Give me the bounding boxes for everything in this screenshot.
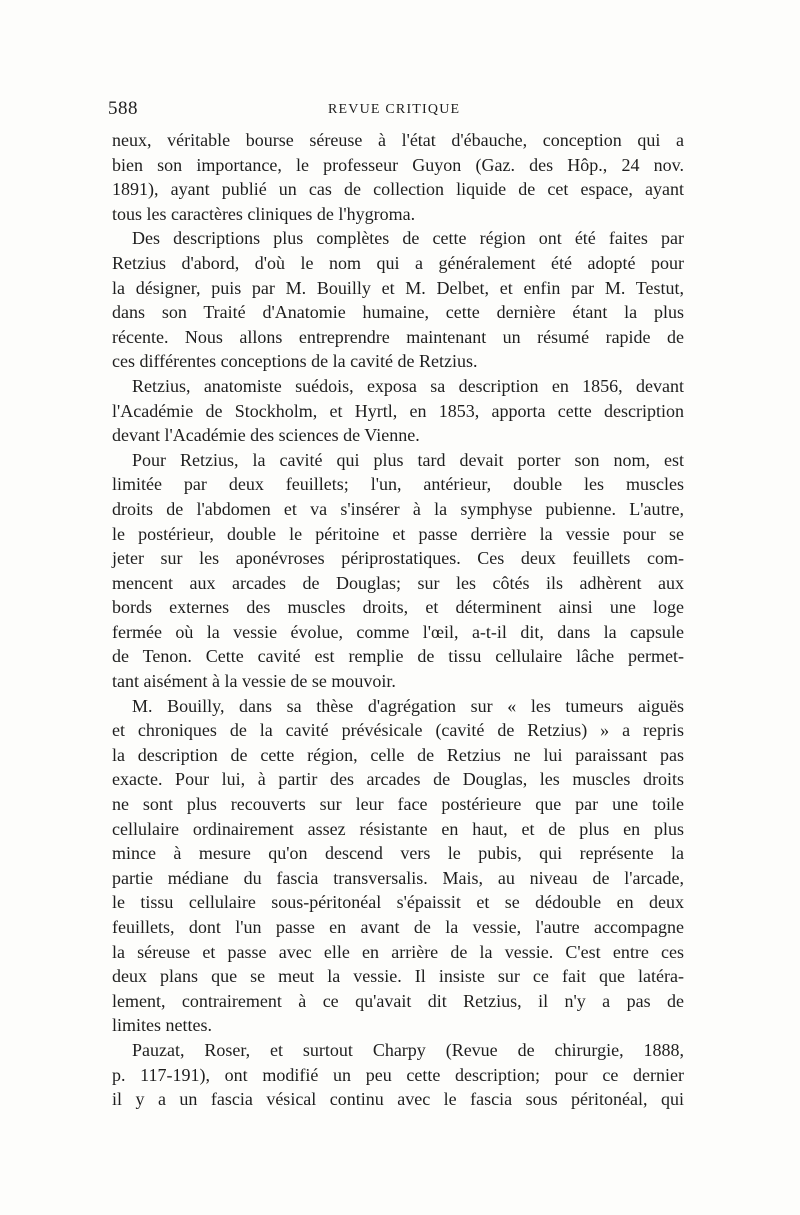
- text-line: tous les caractères cliniques de l'hygroma.: [112, 203, 416, 224]
- paragraph: [112, 694, 684, 1038]
- text-line: tant aisément à la vessie de se mouvoir.: [112, 671, 396, 692]
- text-line: limites nettes.: [112, 1015, 212, 1036]
- text-line: cellulaire ordinairement assez résistante en haut, et de plus en plus: [112, 818, 684, 839]
- text-line: lement, contrairement à ce qu'avait dit Retzius, il n'y a pas de: [112, 990, 684, 1011]
- text-line: bords externes des muscles droits, et déterminent ainsi une loge: [112, 597, 684, 618]
- text-line: dans son Traité d'Anatomie humaine, cette dernière étant la plus: [112, 302, 684, 323]
- text-line: récente. Nous allons entreprendre maintenant un résumé rapide de: [112, 326, 684, 347]
- paragraph: [112, 128, 684, 226]
- running-header: [108, 98, 688, 122]
- text-line: Pour Retzius, la cavité qui plus tard devait porter son nom, est: [132, 449, 684, 470]
- paragraph: [112, 1038, 684, 1112]
- body-text: [112, 128, 684, 1112]
- text-line: Retzius, anatomiste suédois, exposa sa description en 1856, devant: [132, 375, 684, 396]
- text-line: 1891), ayant publié un cas de collection liquide de cet espace, ayant: [112, 179, 684, 200]
- text-line: ces différentes conceptions de la cavité de Retzius.: [112, 351, 478, 372]
- text-line: exacte. Pour lui, à partir des arcades de Douglas, les muscles droits: [112, 769, 684, 790]
- paragraph: [112, 374, 684, 448]
- text-line: Pauzat, Roser, et surtout Charpy (Revue de chirurgie, 1888,: [132, 1039, 684, 1060]
- text-line: limitée par deux feuillets; l'un, antérieur, double les muscles: [112, 474, 684, 495]
- paragraph: [112, 448, 684, 694]
- text-line: bien son importance, le professeur Guyon (Gaz. des Hôp., 24 nov.: [112, 154, 684, 175]
- text-line: jeter sur les aponévroses périprostatiques. Ces deux feuillets com-: [112, 548, 684, 569]
- text-line: le postérieur, double le péritoine et passe derrière la vessie pour se: [112, 523, 684, 544]
- text-line: neux, véritable bourse séreuse à l'état d'ébauche, conception qui a: [112, 130, 684, 150]
- text-line: le tissu cellulaire sous-péritonéal s'épaissit et se dédouble en deux: [112, 892, 684, 913]
- text-line: droits de l'abdomen et va s'insérer à la symphyse pubienne. L'autre,: [112, 498, 684, 519]
- text-line: la séreuse et passe avec elle en arrière de la vessie. C'est entre ces: [112, 941, 684, 962]
- text-line: Retzius d'abord, d'où le nom qui a généralement été adopté pour: [112, 252, 684, 273]
- text-line: Des descriptions plus complètes de cette région ont été faites par: [132, 228, 684, 249]
- text-line: mince à mesure qu'on descend vers le pubis, qui représente la: [112, 843, 684, 864]
- text-line: ne sont plus recouverts sur leur face postérieure que par une toile: [112, 794, 684, 815]
- text-line: fermée où la vessie évolue, comme l'œil, a-t-il dit, dans la capsule: [112, 621, 684, 642]
- text-line: la description de cette région, celle de Retzius ne lui paraissant pas: [112, 744, 684, 765]
- journal-title: REVUE CRITIQUE: [328, 102, 461, 117]
- text-line: devant l'Académie des sciences de Vienne.: [112, 425, 420, 446]
- text-line: M. Bouilly, dans sa thèse d'agrégation sur « les tumeurs aiguës: [132, 695, 684, 716]
- text-line: de Tenon. Cette cavité est remplie de tissu cellulaire lâche permet-: [112, 646, 684, 667]
- text-line: il y a un fascia vésical continu avec le fascia sous péritonéal, qui: [112, 1089, 684, 1110]
- text-line: deux plans que se meut la vessie. Il insiste sur ce fait que latéra-: [112, 966, 684, 987]
- text-line: feuillets, dont l'un passe en avant de la vessie, l'autre accompagne: [112, 917, 684, 937]
- text-line: mencent aux arcades de Douglas; sur les côtés ils adhèrent aux: [112, 572, 684, 593]
- text-line: p. 117-191), ont modifié un peu cette description; pour ce dernier: [112, 1064, 684, 1085]
- text-line: la désigner, puis par M. Bouilly et M. Delbet, et enfin par M. Testut,: [112, 277, 684, 298]
- page-number: 588: [108, 98, 138, 119]
- text-line: partie médiane du fascia transversalis. Mais, au niveau de l'arcade,: [112, 867, 684, 888]
- paragraph: [112, 226, 684, 374]
- text-line: et chroniques de la cavité prévésicale (cavité de Retzius) » a repris: [112, 720, 684, 741]
- text-line: l'Académie de Stockholm, et Hyrtl, en 1853, apporta cette description: [112, 400, 684, 421]
